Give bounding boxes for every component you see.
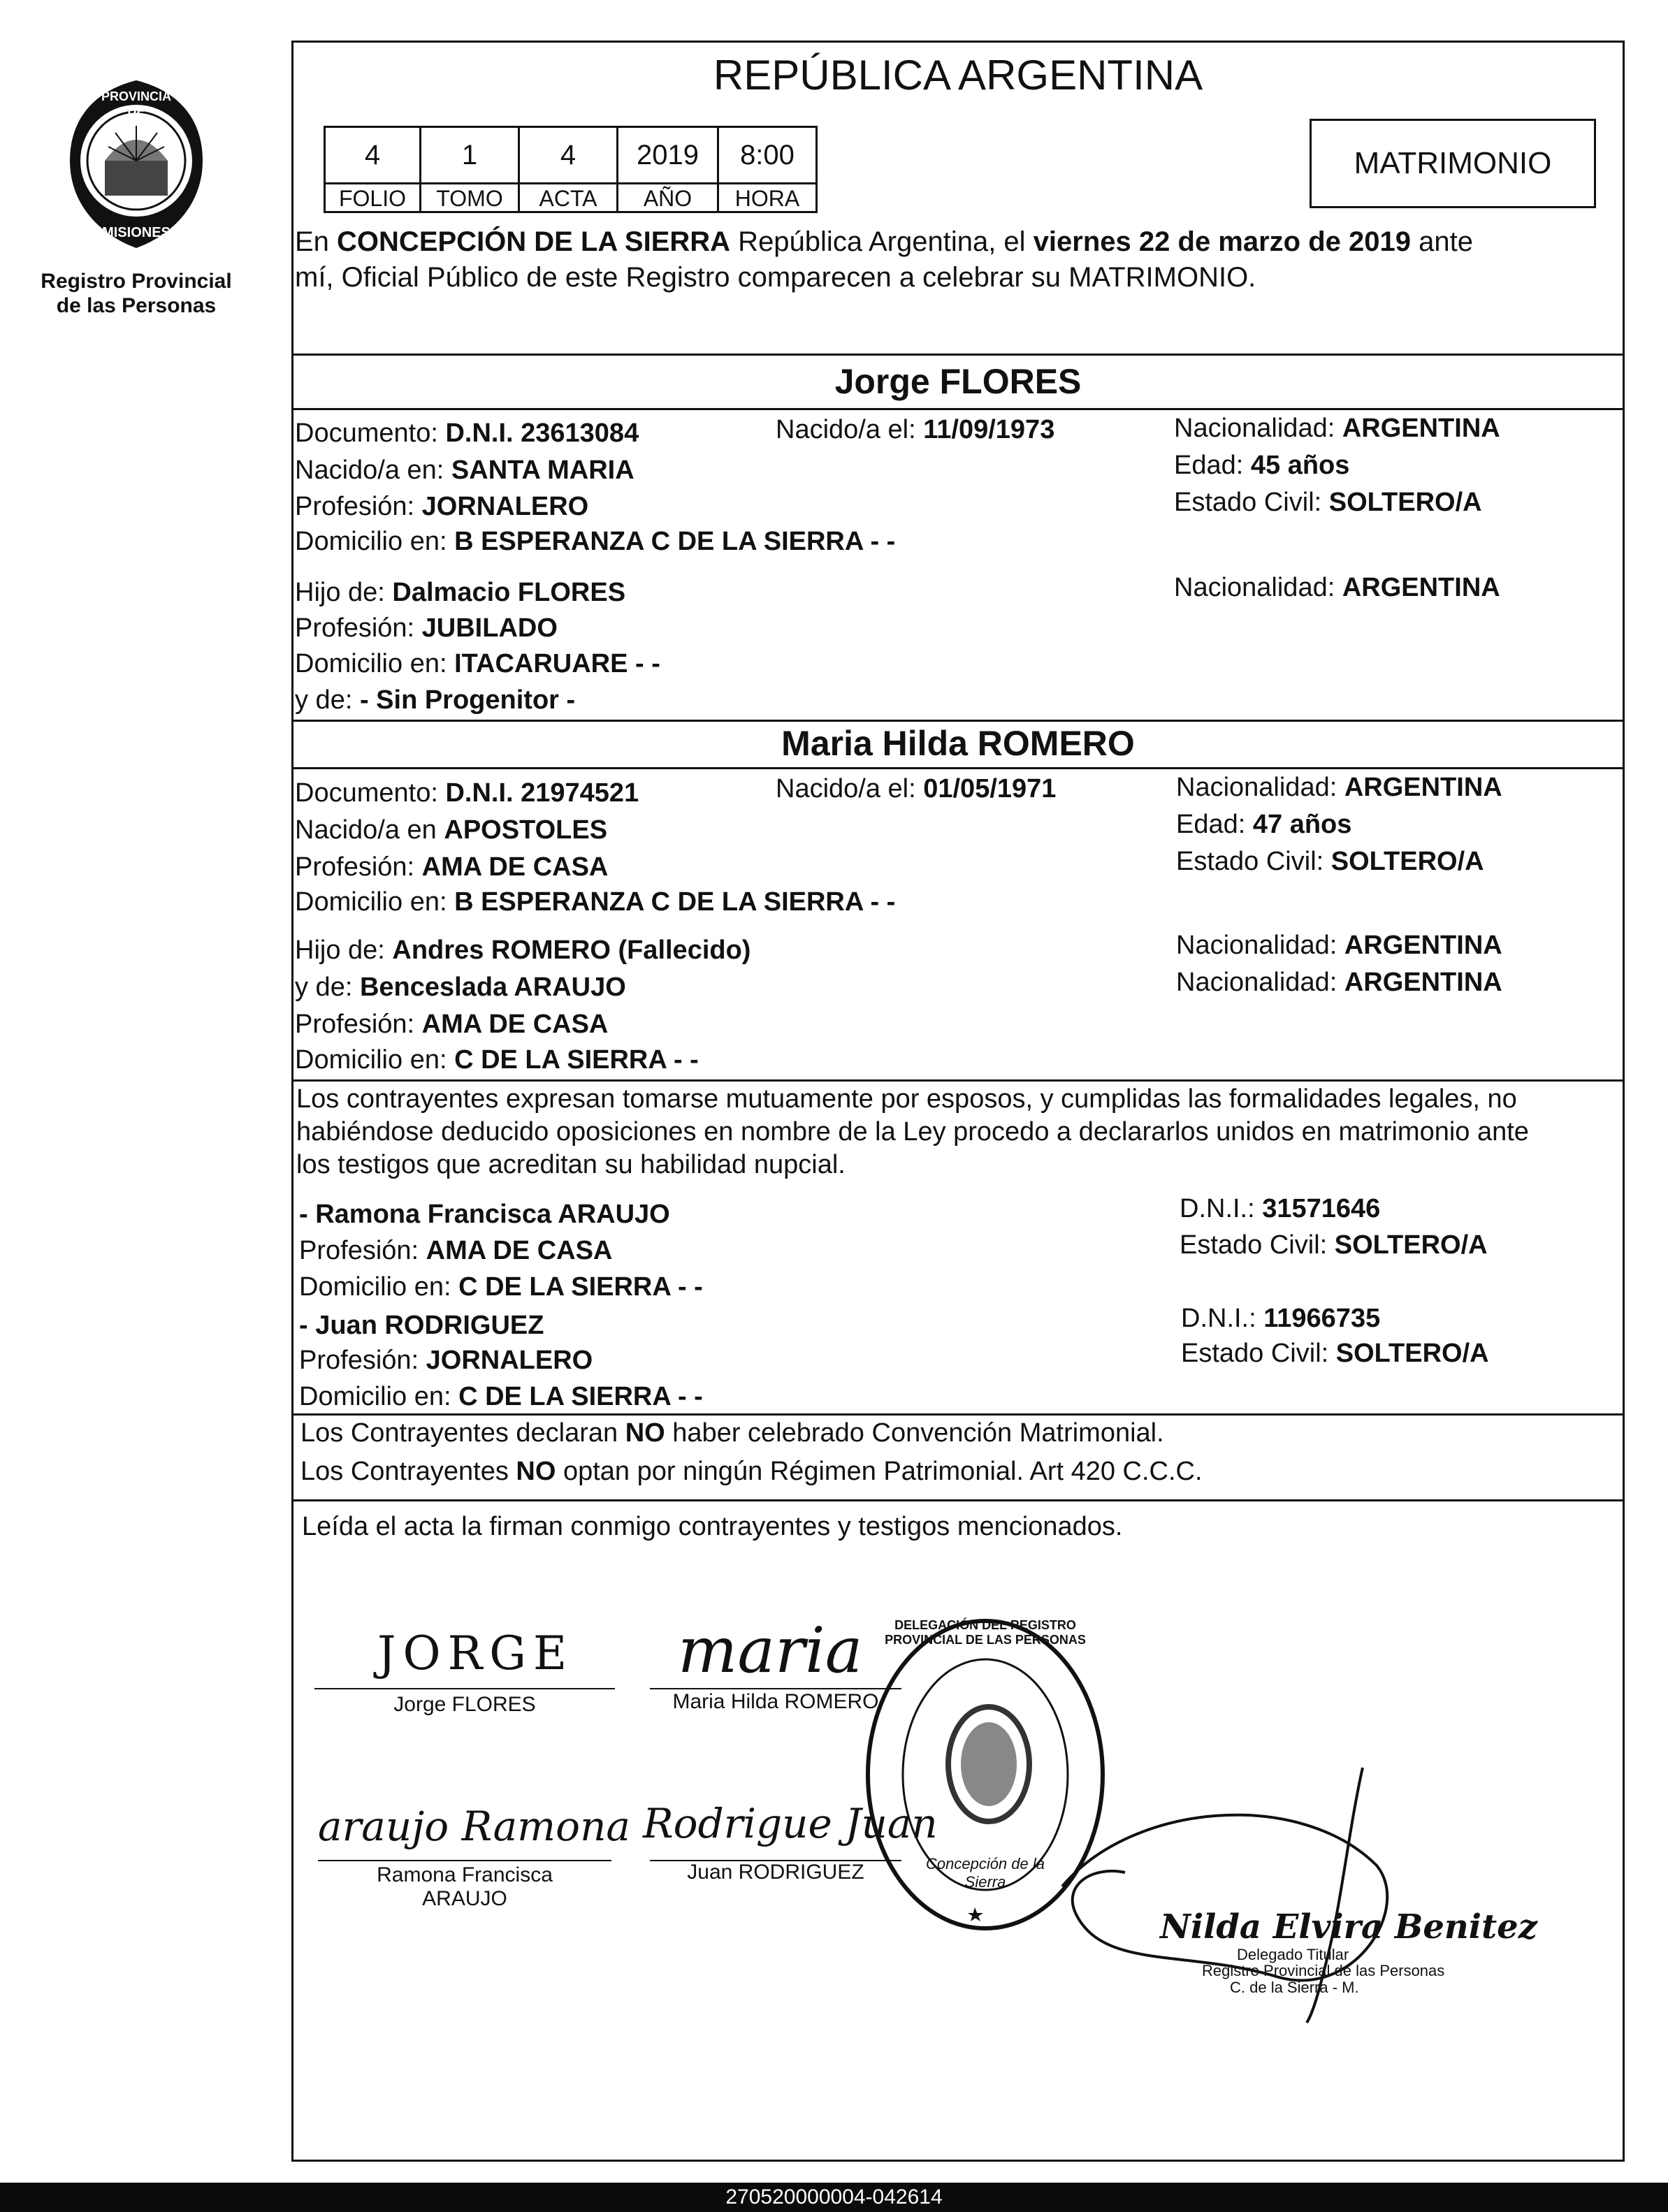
act-type-box: MATRIMONIO [1310, 119, 1596, 208]
groom-civil-status: Estado Civil: SOLTERO/A [1174, 488, 1482, 517]
bride-name: Maria Hilda ROMERO [781, 724, 1135, 763]
stamp-inner-text: Concepción de la Sierra [925, 1855, 1045, 1891]
bride-age: Edad: 47 años [1176, 810, 1352, 839]
folio-value: 4 [324, 126, 421, 184]
groom-document: Documento: D.N.I. 23613084 [295, 419, 639, 448]
groom-birthplace: Nacido/a en: SANTA MARIA [295, 456, 634, 485]
groom-name: Jorge FLORES [834, 362, 1082, 401]
anio-value: 2019 [616, 126, 719, 184]
bride-birthplace: Nacido/a en APOSTOLES [295, 815, 608, 845]
bride-mother: y de: Benceslada ARAUJO [295, 973, 626, 1002]
declaration-line1: Los contrayentes expresan tomarse mutuamente por esposos, y cumplidas las formalidades legales, no [296, 1084, 1517, 1114]
acta-label: ACTA [518, 182, 618, 213]
bride-father-nationality: Nacionalidad: ARGENTINA [1176, 931, 1502, 960]
witness2-signature: Rodrigue Juan [643, 1800, 938, 1847]
groom-address: Domicilio en: B ESPERANZA C DE LA SIERRA - - [295, 527, 896, 556]
hora-label: HORA [717, 182, 818, 213]
witness1-signature-label-2: ARAUJO [422, 1887, 507, 1910]
groom-father: Hijo de: Dalmacio FLORES [295, 578, 626, 607]
regime-line1: Los Contrayentes declaran NO haber celebrado Convención Matrimonial. [300, 1418, 1164, 1448]
groom-birthdate: Nacido/a el: 11/09/1973 [776, 415, 1055, 444]
witness2-civil-status: Estado Civil: SOLTERO/A [1181, 1339, 1489, 1368]
registry-name-line1: Registro Provincial [41, 270, 232, 293]
intro-line1: En CONCEPCIÓN DE LA SIERRA República Argentina, el viernes 22 de marzo de 2019 ante [295, 226, 1473, 257]
bride-civil-status: Estado Civil: SOLTERO/A [1176, 847, 1484, 876]
bride-parents-profession: Profesión: AMA DE CASA [295, 1010, 609, 1039]
groom-nationality: Nacionalidad: ARGENTINA [1174, 414, 1500, 443]
document-code-footer: 270520000004-042614 [0, 2183, 1668, 2212]
anio-label: AÑO [616, 182, 719, 213]
groom-father-nationality: Nacionalidad: ARGENTINA [1174, 573, 1500, 602]
bride-document: Documento: D.N.I. 21974521 [295, 778, 639, 808]
bride-signature: maria [678, 1614, 863, 1687]
bride-birthdate: Nacido/a el: 01/05/1971 [776, 774, 1057, 803]
seal-text-bottom: MISIONES [102, 225, 171, 240]
bride-profession: Profesión: AMA DE CASA [295, 852, 609, 882]
stamp-text: DELEGACIÓN DEL REGISTRO PROVINCIAL DE LAS PERSONAS [885, 1618, 1086, 1647]
groom-signature-label: Jorge FLORES [393, 1693, 536, 1716]
bride-parents-address: Domicilio en: C DE LA SIERRA - - [295, 1045, 699, 1075]
witness1-profession: Profesión: AMA DE CASA [299, 1236, 613, 1265]
groom-mother: y de: - Sin Progenitor - [295, 685, 576, 715]
tomo-value: 1 [419, 126, 520, 184]
official-title-1: Delegado Titular [1237, 1946, 1349, 1963]
intro-line2: mí, Oficial Público de este Registro comparecen a celebrar su MATRIMONIO. [295, 262, 1256, 293]
witness1-address: Domicilio en: C DE LA SIERRA - - [299, 1272, 703, 1302]
acta-value: 4 [518, 126, 618, 184]
registry-name-line2: de las Personas [56, 294, 217, 317]
witness1-signature-label-1: Ramona Francisca [377, 1863, 553, 1886]
closing-statement: Leída el acta la firman conmigo contrayentes y testigos mencionados. [302, 1512, 1123, 1541]
witness2-address: Domicilio en: C DE LA SIERRA - - [299, 1382, 703, 1411]
witness2-profession: Profesión: JORNALERO [299, 1346, 593, 1375]
country-title: REPÚBLICA ARGENTINA [713, 52, 1203, 99]
witness2-signature-label: Juan RODRIGUEZ [687, 1861, 864, 1884]
bride-father: Hijo de: Andres ROMERO (Fallecido) [295, 936, 751, 965]
seal-text-top: PROVINCIA DE [101, 89, 171, 118]
witness1-dni: D.N.I.: 31571646 [1180, 1194, 1381, 1223]
groom-signature: JORGE [377, 1627, 574, 1680]
witness1-civil-status: Estado Civil: SOLTERO/A [1180, 1230, 1488, 1260]
hora-value: 8:00 [717, 126, 818, 184]
bride-signature-label: Maria Hilda ROMERO [672, 1690, 879, 1713]
bride-mother-nationality: Nacionalidad: ARGENTINA [1176, 968, 1502, 997]
witness2-dni: D.N.I.: 11966735 [1181, 1304, 1381, 1333]
bride-nationality: Nacionalidad: ARGENTINA [1176, 773, 1502, 802]
intro-date: viernes 22 de marzo de 2019 [1033, 226, 1411, 257]
groom-father-profession: Profesión: JUBILADO [295, 613, 558, 643]
bride-address: Domicilio en: B ESPERANZA C DE LA SIERRA - - [295, 887, 896, 917]
witness1-signature: araujo Ramona [318, 1803, 631, 1850]
folio-label: FOLIO [324, 182, 421, 213]
official-title-3: C. de la Sierra - M. [1230, 1979, 1359, 1996]
official-title-2: Registro Provincial de las Personas [1202, 1962, 1445, 1979]
groom-age: Edad: 45 años [1174, 451, 1350, 480]
intro-place: CONCEPCIÓN DE LA SIERRA [337, 226, 731, 257]
regime-line2: Los Contrayentes NO optan por ningún Régimen Patrimonial. Art 420 C.C.C. [300, 1457, 1203, 1486]
witness2-name: - Juan RODRIGUEZ [299, 1311, 544, 1340]
declaration-line3: los testigos que acreditan su habilidad nupcial. [296, 1150, 846, 1179]
declaration-line2: habiéndose deducido oposiciones en nombre de la Ley procedo a declararlos unidos en matrimonio ante [296, 1117, 1529, 1147]
witness1-name: - Ramona Francisca ARAUJO [299, 1200, 670, 1229]
tomo-label: TOMO [419, 182, 520, 213]
groom-father-address: Domicilio en: ITACARUARE - - [295, 649, 660, 678]
groom-profession: Profesión: JORNALERO [295, 492, 589, 521]
official-signature: Nilda Elvira Benitez [1160, 1907, 1537, 1947]
registry-seal-logo [56, 77, 217, 252]
